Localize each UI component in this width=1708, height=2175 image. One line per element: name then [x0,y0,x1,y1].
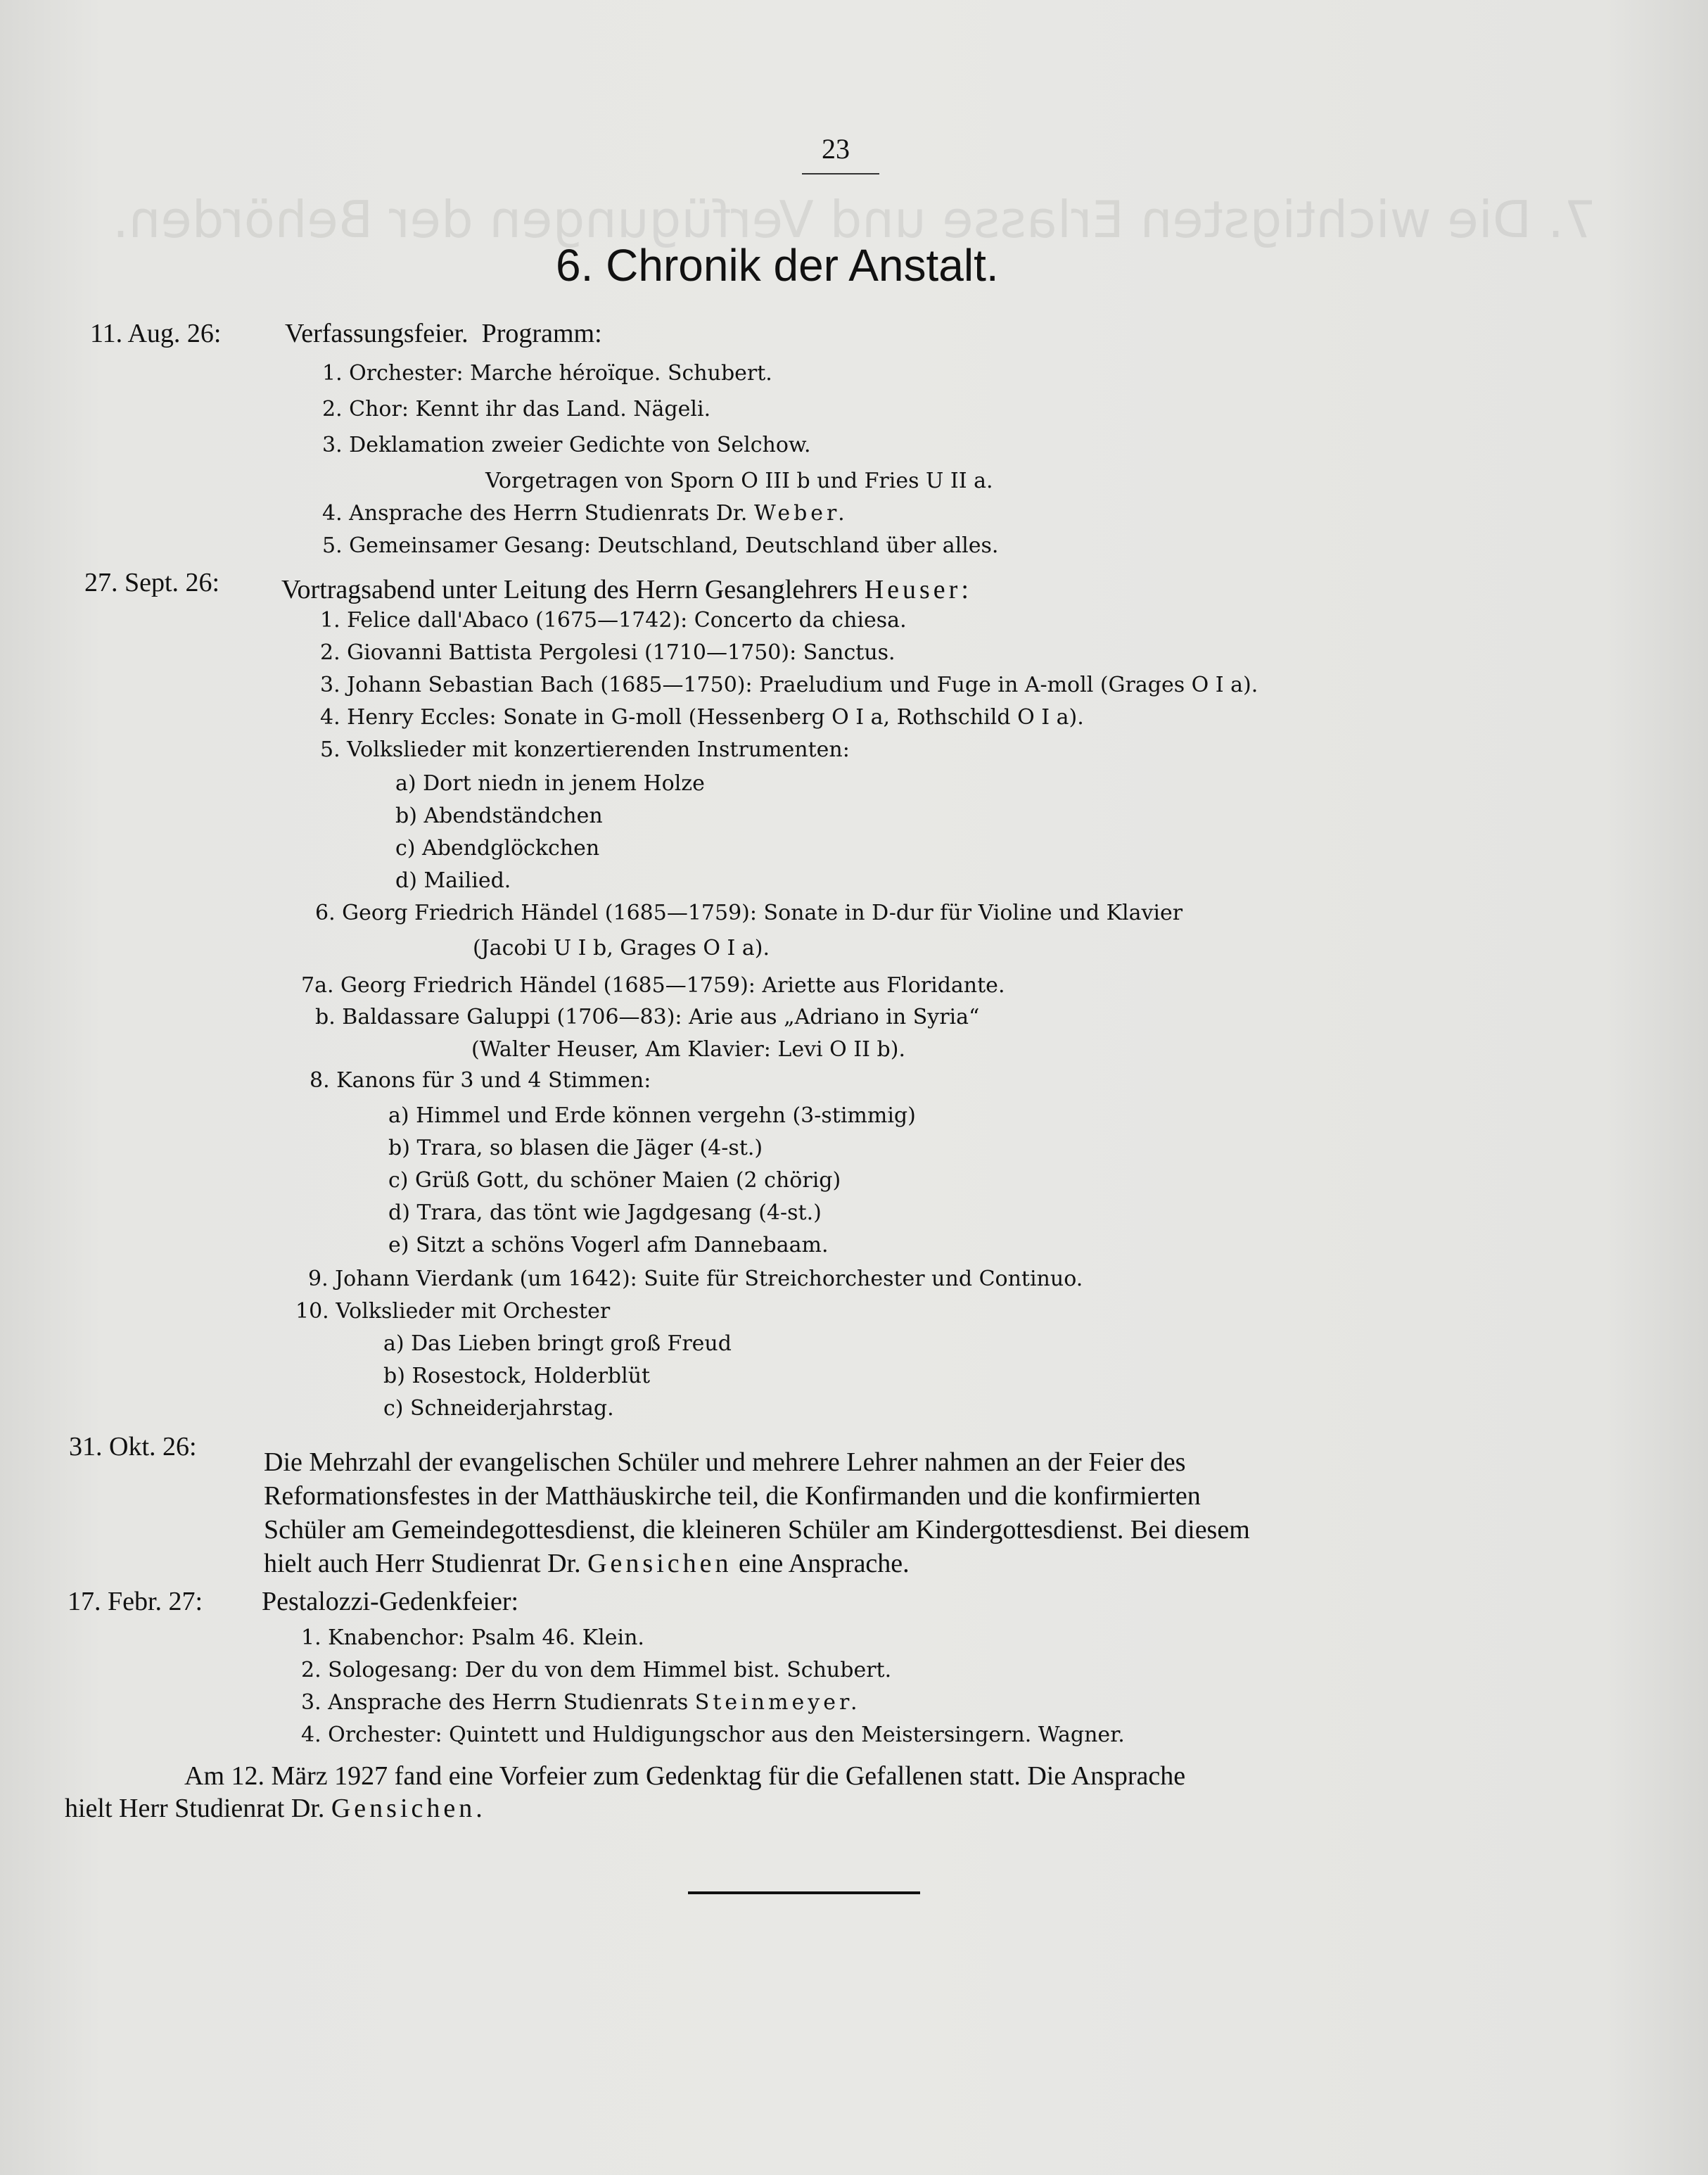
program-subitem: a) Dort niedn in jenem Holze [395,771,705,796]
program-item: 3. Johann Sebastian Bach (1685—1750): Praeludium und Fuge in A-moll (Grages O I a). [320,673,1258,697]
program-item: b. Baldassare Galuppi (1706—83): Arie aus „Adriano in Syria“ [315,1005,980,1029]
program-subitem: c) Abendglöckchen [395,836,600,861]
section-title: 6. Chronik der Anstalt. [556,240,999,291]
program-subitem: e) Sitzt a schöns Vogerl afm Dannebaam. [388,1233,829,1257]
entry-date: 11. Aug. 26: [90,319,222,348]
program-item: 2. Giovanni Battista Pergolesi (1710—1750): Sanctus. [320,640,896,665]
program-item: 2. Sologesang: Der du von dem Himmel bist. Schubert. [301,1658,892,1682]
program-item: 6. Georg Friedrich Händel (1685—1759): Sonate in D-dur für Violine und Klavier [315,901,1183,925]
program-item: 9. Johann Vierdank (um 1642): Suite für Streichorchester und Continuo. [308,1267,1083,1291]
program-item: 1. Knabenchor: Psalm 46. Klein. [301,1625,644,1650]
paragraph-line: Schüler am Gemeindegottesdienst, die kleineren Schüler am Kindergottesdienst. Bei diesem [264,1515,1250,1545]
entry-heading: Vortragsabend unter Leitung des Herrn Gesanglehrers Heuser: [281,575,972,604]
program-item: 8. Kanons für 3 und 4 Stimmen: [310,1068,651,1093]
entry-date: 17. Febr. 27: [68,1587,203,1616]
program-item: 4. Henry Eccles: Sonate in G-moll (Hessenberg O I a, Rothschild O I a). [320,705,1084,730]
program-subitem: d) Trara, das tönt wie Jagdgesang (4-st.) [388,1200,822,1225]
program-item: 10. Volkslieder mit Orchester [295,1299,611,1324]
program-subitem: a) Das Lieben bringt groß Freud [383,1331,732,1356]
program-subitem: b) Trara, so blasen die Jäger (4-st.) [388,1136,763,1160]
show-through-text: 7. Die wichtigsten Erlasse und Verfügungen der Behörden. [113,190,1596,249]
program-item: 1. Felice dall'Abaco (1675—1742): Concerto da chiesa. [320,608,907,633]
entry-date: 27. Sept. 26: [84,568,220,597]
paragraph-line: hielt auch Herr Studienrat Dr. Gensichen eine Ansprache. [264,1549,910,1578]
paragraph-line: Die Mehrzahl der evangelischen Schüler und mehrere Lehrer nahmen an der Feier des [264,1447,1186,1477]
program-subitem: d) Mailied. [395,868,511,893]
program-subitem: c) Schneiderjahrstag. [383,1396,614,1421]
program-item: 4. Ansprache des Herrn Studienrats Dr. Weber. [322,501,848,526]
program-item-note: (Walter Heuser, Am Klavier: Levi O II b). [471,1037,905,1062]
closing-line: hielt Herr Studienrat Dr. Gensichen. [65,1794,486,1823]
program-item: 3. Ansprache des Herrn Studienrats Steinmeyer. [301,1690,861,1715]
program-subitem: a) Himmel und Erde können vergehn (3-stimmig) [388,1103,916,1128]
program-item: 5. Volkslieder mit konzertierenden Instrumenten: [320,737,850,762]
program-subitem: b) Abendständchen [395,804,603,828]
program-subitem: b) Rosestock, Holderblüt [383,1364,651,1388]
program-item: 5. Gemeinsamer Gesang: Deutschland, Deutschland über alles. [322,533,999,558]
entry-date: 31. Okt. 26: [69,1432,197,1461]
program-item-note: (Jacobi U I b, Grages O I a). [473,936,770,960]
program-item: 2. Chor: Kennt ihr das Land. Nägeli. [322,397,711,421]
program-item: 4. Orchester: Quintett und Huldigungschor aus den Meistersingern. Wagner. [301,1723,1125,1747]
program-item: 3. Deklamation zweier Gedichte von Selchow. [322,433,811,457]
program-item-note: Vorgetragen von Sporn O III b und Fries U II a. [485,469,993,493]
page-number: 23 [822,133,850,165]
page-number-rule [802,173,879,175]
program-subitem: c) Grüß Gott, du schöner Maien (2 chörig) [388,1168,841,1193]
program-item: 1. Orchester: Marche héroïque. Schubert. [322,361,772,386]
entry-heading: Pestalozzi-Gedenkfeier: [262,1587,519,1616]
entry-heading: Verfassungsfeier. Programm: [285,319,602,348]
program-item: 7a. Georg Friedrich Händel (1685—1759): Ariette aus Floridante. [301,973,1005,998]
end-rule [688,1891,920,1894]
closing-line: Am 12. März 1927 fand eine Vorfeier zum Gedenktag für die Gefallenen statt. Die Ansprache [184,1761,1186,1791]
paragraph-line: Reformationsfestes in der Matthäuskirche teil, die Konfirmanden und die konfirmierten [264,1481,1201,1511]
